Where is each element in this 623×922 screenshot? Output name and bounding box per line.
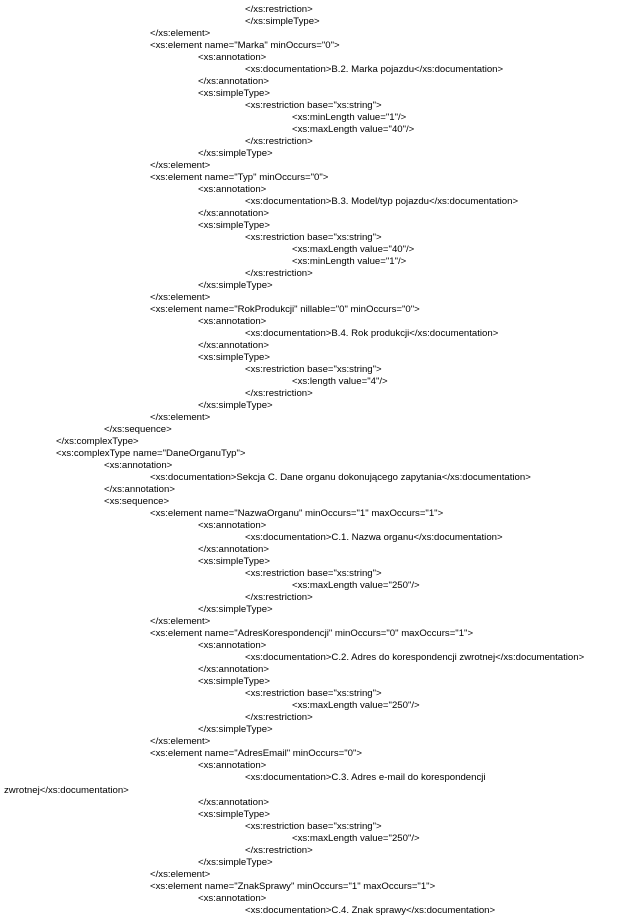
xsd-code-line: <xs:element name="NazwaOrganu" minOccurs="1" maxOccurs="1">	[150, 508, 444, 519]
xsd-code-line: <xs:annotation>	[198, 184, 267, 195]
xsd-code-line: <xs:simpleType>	[198, 809, 270, 820]
xsd-code-line: </xs:restriction>	[245, 592, 313, 603]
xsd-code-line: <xs:simpleType>	[198, 556, 270, 567]
xsd-code-line: <xs:restriction base="xs:string">	[245, 821, 382, 832]
xsd-code-line: <xs:element name="ZnakSprawy" minOccurs="1" maxOccurs="1">	[150, 881, 436, 892]
xsd-code-line: <xs:restriction base="xs:string">	[245, 688, 382, 699]
xsd-code-line: <xs:documentation>C.3. Adres e-mail do korespondencji	[245, 772, 486, 783]
xsd-code-line: </xs:element>	[150, 292, 211, 303]
xsd-code-line: <xs:documentation>B.2. Marka pojazdu</xs:documentation>	[245, 64, 504, 75]
xsd-code-line: </xs:simpleType>	[198, 604, 273, 615]
xsd-code-line: <xs:sequence>	[104, 496, 170, 507]
xsd-code-line: </xs:restriction>	[245, 712, 313, 723]
xsd-code-line: <xs:annotation>	[198, 52, 267, 63]
xsd-code-line: <xs:annotation>	[104, 460, 173, 471]
xsd-code-line: </xs:simpleType>	[198, 148, 273, 159]
xsd-code-line: <xs:documentation>C.2. Adres do korespondencji zwrotnej</xs:documentation>	[245, 652, 585, 663]
xsd-code-line: </xs:element>	[150, 412, 211, 423]
xsd-code-line: </xs:complexType>	[56, 436, 139, 447]
xsd-code-line: <xs:restriction base="xs:string">	[245, 100, 382, 111]
xsd-code-line: <xs:maxLength value="40"/>	[292, 124, 415, 135]
xsd-code-line: </xs:annotation>	[198, 797, 269, 808]
xsd-code-line: <xs:annotation>	[198, 760, 267, 771]
xsd-code-line: <xs:maxLength value="250"/>	[292, 580, 420, 591]
xsd-code-line: <xs:simpleType>	[198, 676, 270, 687]
xsd-code-line: <xs:maxLength value="250"/>	[292, 833, 420, 844]
xsd-code-line: </xs:element>	[150, 869, 211, 880]
xsd-code-line: </xs:element>	[150, 616, 211, 627]
xsd-code-line: <xs:minLength value="1"/>	[292, 112, 407, 123]
xsd-code-line: <xs:element name="AdresKorespondencji" minOccurs="0" maxOccurs="1">	[150, 628, 474, 639]
xsd-code-line: <xs:maxLength value="40"/>	[292, 244, 415, 255]
xsd-code-line: <xs:minLength value="1"/>	[292, 256, 407, 267]
xsd-code-line: <xs:restriction base="xs:string">	[245, 568, 382, 579]
xsd-code-line: <xs:simpleType>	[198, 352, 270, 363]
xsd-code-line: </xs:restriction>	[245, 845, 313, 856]
xsd-code-line: </xs:sequence>	[104, 424, 172, 435]
xsd-code-line: <xs:element name="AdresEmail" minOccurs="0">	[150, 748, 362, 759]
xsd-code-line: </xs:annotation>	[198, 544, 269, 555]
xsd-code-line: <xs:complexType name="DaneOrganuTyp">	[56, 448, 246, 459]
xsd-code-line: <xs:element name="Marka" minOccurs="0">	[150, 40, 340, 51]
xsd-code-line: <xs:annotation>	[198, 640, 267, 651]
xsd-code-line: <xs:element name="Typ" minOccurs="0">	[150, 172, 329, 183]
xsd-code-line: </xs:simpleType>	[245, 16, 320, 27]
xsd-code-line: </xs:simpleType>	[198, 857, 273, 868]
xsd-code-line: </xs:restriction>	[245, 4, 313, 15]
xsd-code-line: <xs:restriction base="xs:string">	[245, 232, 382, 243]
xsd-code-line: <xs:documentation>B.4. Rok produkcji</xs:documentation>	[245, 328, 499, 339]
xsd-code-line: <xs:simpleType>	[198, 220, 270, 231]
xsd-code-line: </xs:simpleType>	[198, 400, 273, 411]
xsd-code-line: <xs:annotation>	[198, 316, 267, 327]
xsd-code-line: </xs:annotation>	[198, 76, 269, 87]
xsd-code-line: </xs:annotation>	[104, 484, 175, 495]
xsd-code-line: <xs:documentation>B.3. Model/typ pojazdu</xs:documentation>	[245, 196, 519, 207]
xsd-code-line: <xs:documentation>Sekcja C. Dane organu dokonującego zapytania</xs:documentation>	[150, 472, 531, 483]
xsd-code-line: <xs:length value="4"/>	[292, 376, 388, 387]
xsd-code-line: <xs:documentation>C.1. Nazwa organu</xs:documentation>	[245, 532, 503, 543]
xsd-code-line: </xs:annotation>	[198, 340, 269, 351]
xsd-code-line: </xs:restriction>	[245, 268, 313, 279]
xsd-code-line: <xs:simpleType>	[198, 88, 270, 99]
xsd-code-line: </xs:element>	[150, 736, 211, 747]
xsd-code-line: <xs:maxLength value="250"/>	[292, 700, 420, 711]
xsd-code-line: <xs:annotation>	[198, 520, 267, 531]
xsd-code-line: </xs:simpleType>	[198, 724, 273, 735]
xsd-code-line: </xs:element>	[150, 28, 211, 39]
xsd-code-line: </xs:annotation>	[198, 664, 269, 675]
xsd-code-line: <xs:restriction base="xs:string">	[245, 364, 382, 375]
xsd-code-line: </xs:annotation>	[198, 208, 269, 219]
xsd-code-line: <xs:element name="RokProdukcji" nillable="0" minOccurs="0">	[150, 304, 420, 315]
xsd-code-line: <xs:annotation>	[198, 893, 267, 904]
xsd-code-line: </xs:restriction>	[245, 136, 313, 147]
xsd-code-line: <xs:documentation>C.4. Znak sprawy</xs:documentation>	[245, 905, 496, 916]
xsd-code-line: </xs:element>	[150, 160, 211, 171]
xsd-code-line: zwrotnej</xs:documentation>	[4, 785, 129, 796]
xsd-code-line: </xs:simpleType>	[198, 280, 273, 291]
xsd-code-line: </xs:restriction>	[245, 388, 313, 399]
